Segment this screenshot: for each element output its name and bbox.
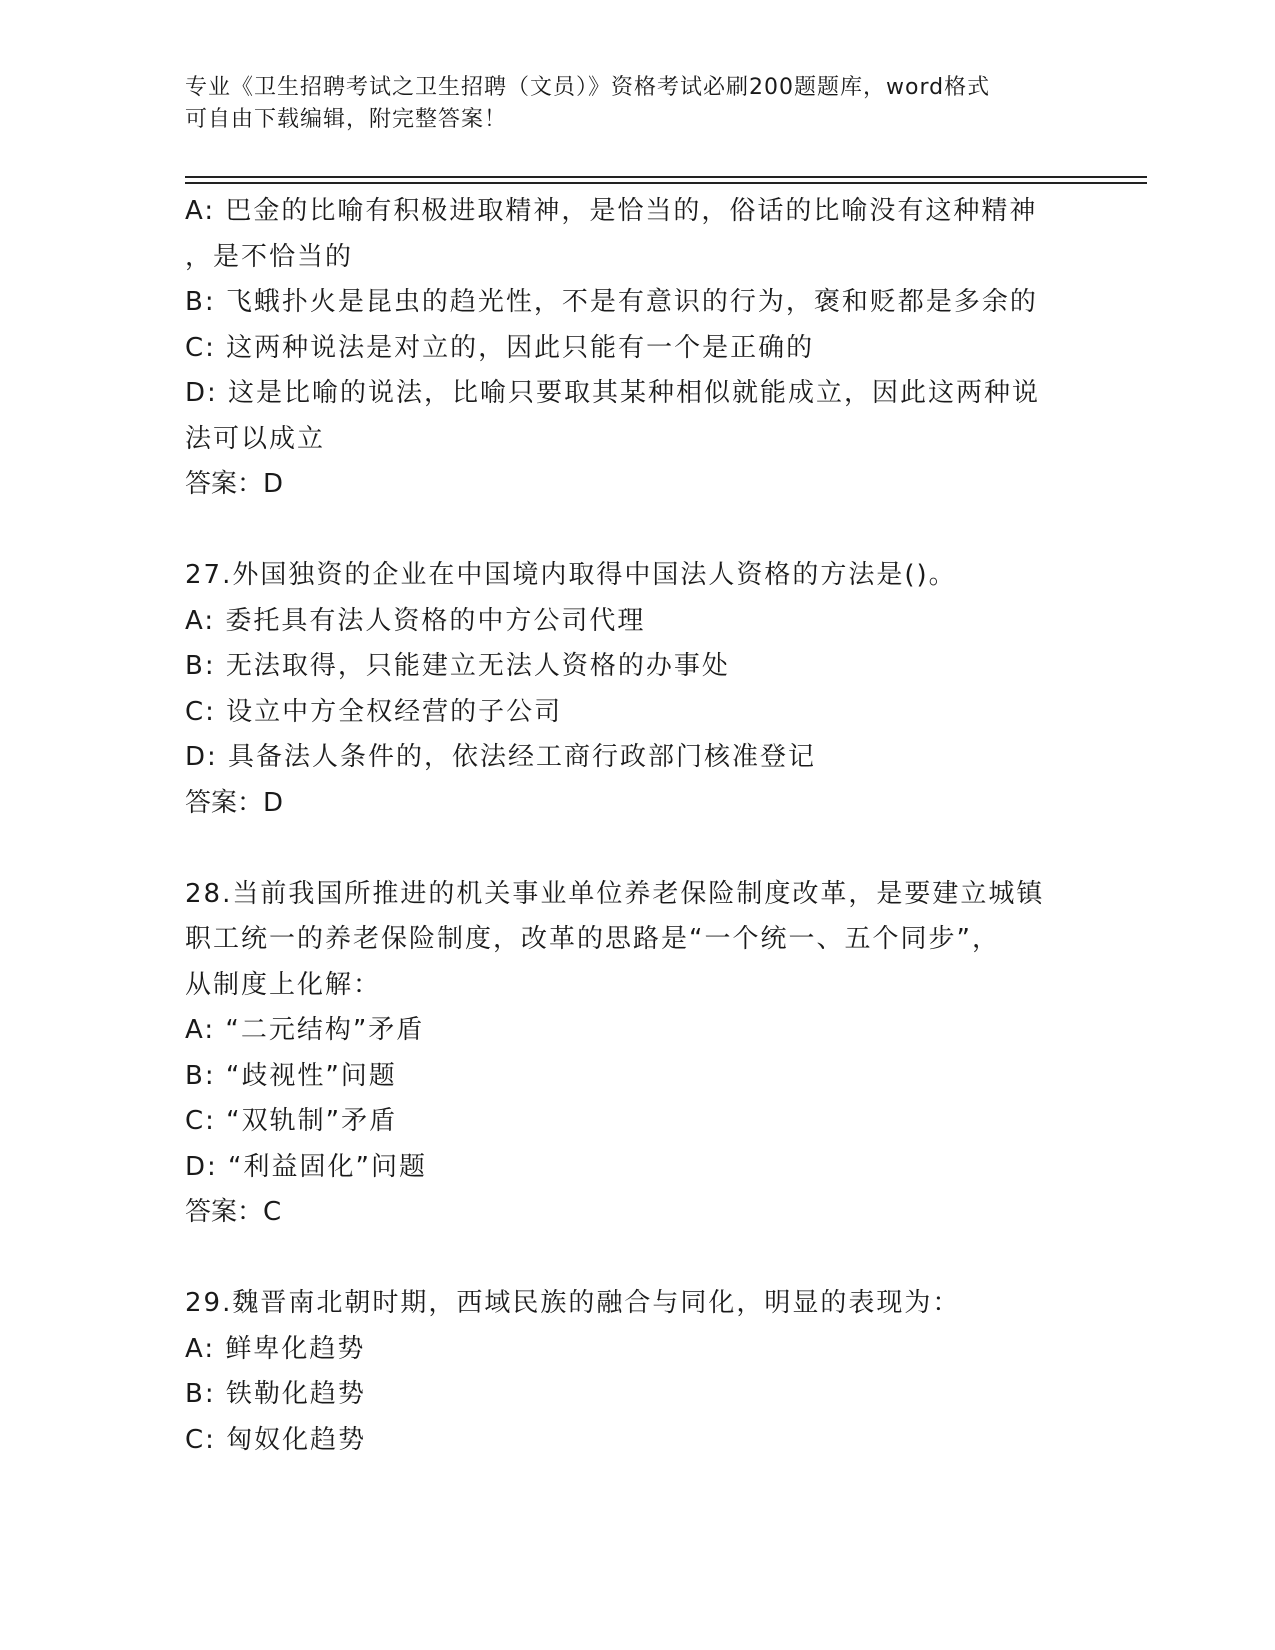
answer-line: 答案：C — [185, 1197, 282, 1227]
question-list — [185, 189, 1065, 1463]
question-26-continued — [185, 189, 1065, 508]
option-a: A: 巴金的比喻有积极进取精神，是恰当的，俗话的比喻没有这种精神 — [185, 196, 1038, 226]
question-stem: 29.魏晋南北朝时期，西域民族的融合与同化，明显的表现为： — [185, 1288, 961, 1318]
header-title-line-1: 专业《卫生招聘考试之卫生招聘（文员）》资格考试必刷200题题库，word格式 — [185, 75, 991, 100]
option-c: C: 设立中方全权经营的子公司 — [185, 696, 563, 727]
option-c: C: 匈奴化趋势 — [185, 1424, 367, 1455]
document-header — [185, 72, 1065, 136]
option-b: B: 飞蛾扑火是昆虫的趋光性，不是有意识的行为，褒和贬都是多余的 — [185, 287, 1038, 317]
option-d: D: “利益固化”问题 — [185, 1151, 427, 1182]
question-28 — [185, 872, 1065, 1236]
spacer — [185, 826, 1065, 872]
question-stem-continued: 职工统一的养老保险制度，改革的思路是“一个统一、五个同步”， — [185, 924, 1000, 954]
question-stem: 28.当前我国所推进的机关事业单位养老保险制度改革，是要建立城镇 — [185, 878, 1045, 909]
header-title-line-2: 可自由下载编辑，附完整答案！ — [185, 107, 508, 132]
answer-line: 答案：D — [185, 787, 284, 818]
question-27 — [185, 553, 1065, 826]
question-29 — [185, 1281, 1065, 1463]
option-b: B: “歧视性”问题 — [185, 1060, 397, 1091]
option-a: A: 委托具有法人资格的中方公司代理 — [185, 605, 646, 636]
option-d: D: 具备法人条件的，依法经工商行政部门核准登记 — [185, 742, 817, 772]
option-c: C: “双轨制”矛盾 — [185, 1106, 398, 1136]
option-a: A: 鲜卑化趋势 — [185, 1333, 366, 1364]
header-divider-bottom — [185, 182, 1147, 184]
option-c: C: 这两种说法是对立的，因此只能有一个是正确的 — [185, 332, 815, 363]
option-d-continued: 法可以成立 — [185, 423, 326, 454]
spacer — [185, 1236, 1065, 1282]
option-b: B: 无法取得，只能建立无法人资格的办事处 — [185, 651, 730, 681]
question-stem-continued: 从制度上化解： — [185, 969, 382, 1000]
option-a-continued: ，是不恰当的 — [185, 241, 354, 272]
option-b: B: 铁勒化趋势 — [185, 1379, 366, 1409]
option-d: D: 这是比喻的说法，比喻只要取其某种相似就能成立，因此这两种说 — [185, 378, 1041, 408]
option-a: A: “二元结构”矛盾 — [185, 1015, 425, 1045]
header-divider-top — [185, 176, 1147, 178]
answer-line: 答案：D — [185, 469, 284, 499]
spacer — [185, 508, 1065, 554]
question-stem: 27.外国独资的企业在中国境内取得中国法人资格的方法是()。 — [185, 560, 957, 590]
